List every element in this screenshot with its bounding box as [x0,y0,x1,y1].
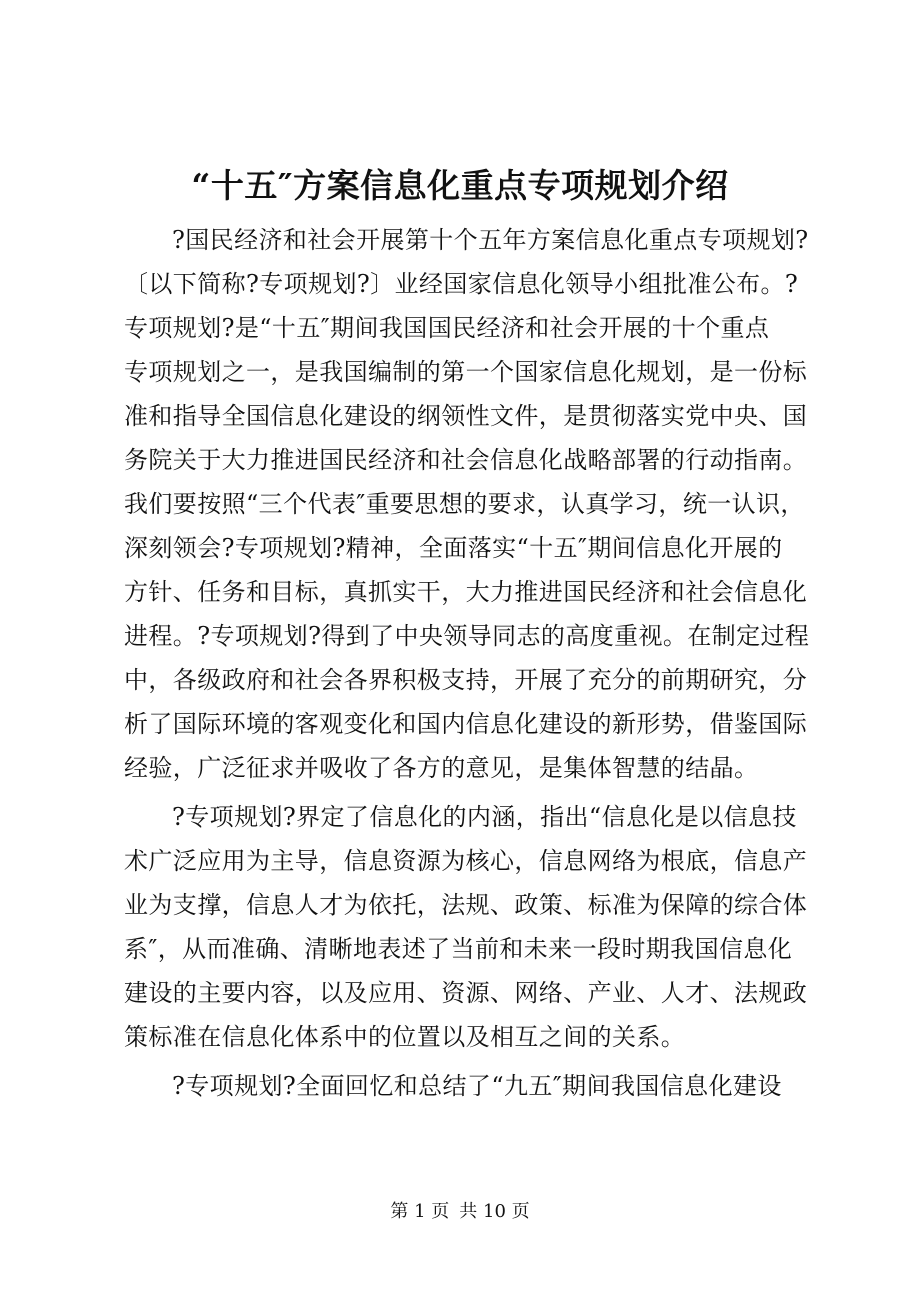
text-line: 深刻领会?专项规划?精神，全面落实“十五″期间信息化开展的 [124,534,783,562]
text-line: 建设的主要内容，以及应用、资源、网络、产业、人才、法规政 [124,979,808,1007]
text-line: 我们要按照“三个代表″重要思想的要求，认真学习，统一认识， [124,490,805,518]
text-line: 务院关于大力推进国民经济和社会信息化战略部署的行动指南。 [124,446,808,474]
text-line: 进程。?专项规划?得到了中央领导同志的高度重视。在制定过程 [124,622,810,650]
text-line: 专项规划?是“十五″期间我国国民经济和社会开展的十个重点 [124,314,770,342]
paragraph-2 [124,795,824,1059]
document-body [124,218,824,1108]
text-line: 方针、任务和目标，真抓实干，大力推进国民经济和社会信息化 [124,578,808,606]
text-line: ?国民经济和社会开展第十个五年方案信息化重点专项规划? [172,226,809,254]
text-line: ?专项规划?界定了信息化的内涵，指出“信息化是以信息技 [172,803,797,831]
document-title: “十五″方案信息化重点专项规划介绍 [191,166,729,205]
text-line: 策标准在信息化体系中的位置以及相互之间的关系。 [124,1023,686,1051]
paragraph-3 [124,1064,824,1108]
page-number: 第 1 页 [390,1201,450,1222]
text-line: 准和指导全国信息化建设的纲领性文件，是贯彻落实党中央、国 [124,402,808,430]
paragraph-1 [124,218,824,790]
text-line: 中，各级政府和社会各界积极支持，开展了充分的前期研究，分 [124,666,808,694]
page-footer [0,1200,920,1224]
text-line: 专项规划之一，是我国编制的第一个国家信息化规划，是一份标 [124,358,808,386]
text-line: 业为支撑，信息人才为依托，法规、政策、标准为保障的综合体 [124,891,808,919]
page-total: 共 10 页 [459,1201,530,1222]
text-line: ?专项规划?全面回忆和总结了“九五″期间我国信息化建设 [172,1072,782,1100]
text-line: 经验，广泛征求并吸收了各方的意见，是集体智慧的结晶。 [124,754,759,782]
text-line: 术广泛应用为主导，信息资源为核心，信息网络为根底，信息产 [124,847,808,875]
text-line: 析了国际环境的客观变化和国内信息化建设的新形势，借鉴国际 [124,710,808,738]
text-line: 〔以下简称?专项规划?〕业经国家信息化领导小组批准公布。? [124,270,799,298]
text-line: 系″，从而准确、清晰地表述了当前和未来一段时期我国信息化 [124,935,793,963]
